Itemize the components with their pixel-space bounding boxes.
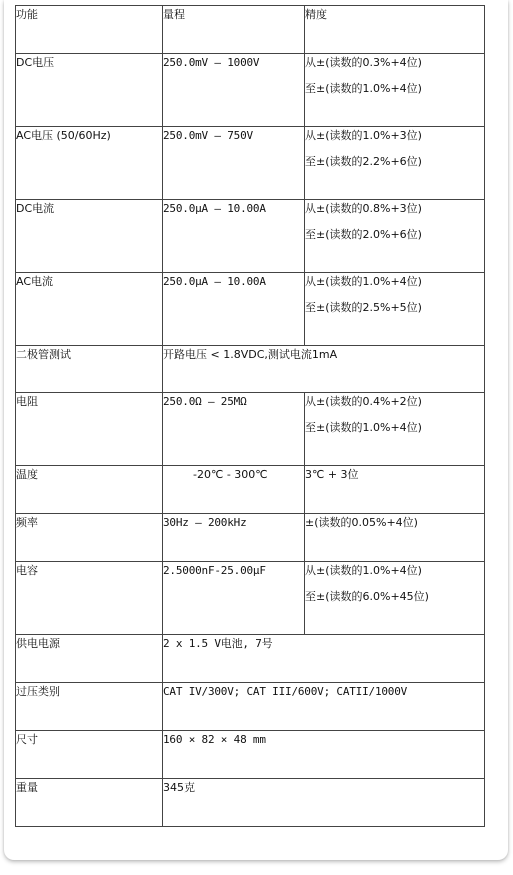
row-function: AC电流 xyxy=(16,273,163,346)
row-range: 250.0μA – 10.00A xyxy=(163,200,305,273)
row-range: 160 × 82 × 48 mm xyxy=(163,731,485,779)
accuracy-from: 从±(读数的1.0%+4位) xyxy=(305,564,422,577)
row-range: 345克 xyxy=(163,779,485,827)
table-row xyxy=(16,346,485,393)
spec-table xyxy=(15,5,485,827)
row-function: 重量 xyxy=(16,779,163,827)
row-range: 开路电压 < 1.8VDC,测试电流1mA xyxy=(163,346,485,393)
row-range: 250.0μA – 10.00A xyxy=(163,273,305,346)
table-row xyxy=(16,393,485,466)
table-row xyxy=(16,466,485,514)
accuracy-from: 从±(读数的1.0%+3位) xyxy=(305,129,422,142)
row-range: 2.5000nF-25.00μF xyxy=(163,562,305,635)
table-row xyxy=(16,127,485,200)
header-range: 量程 xyxy=(163,6,305,54)
row-accuracy xyxy=(305,54,485,127)
row-accuracy xyxy=(305,393,485,466)
table-row xyxy=(16,562,485,635)
row-range: 250.0Ω – 25MΩ xyxy=(163,393,305,466)
row-accuracy xyxy=(305,200,485,273)
accuracy-to: 至±(读数的6.0%+45位) xyxy=(305,590,429,603)
table-row xyxy=(16,635,485,683)
row-range xyxy=(163,466,305,514)
table-row xyxy=(16,779,485,827)
accuracy-to: 至±(读数的1.0%+4位) xyxy=(305,82,422,95)
table-row xyxy=(16,683,485,731)
row-accuracy xyxy=(305,127,485,200)
accuracy-from: 从±(读数的0.3%+4位) xyxy=(305,56,422,69)
row-function: DC电流 xyxy=(16,200,163,273)
accuracy-to: 至±(读数的1.0%+4位) xyxy=(305,421,422,434)
row-range: CAT IV/300V; CAT III/600V; CATII/1000V xyxy=(163,683,485,731)
row-function: 电容 xyxy=(16,562,163,635)
row-function: 频率 xyxy=(16,514,163,562)
table-row xyxy=(16,54,485,127)
table-row xyxy=(16,731,485,779)
table-row xyxy=(16,273,485,346)
row-range: 30Hz – 200kHz xyxy=(163,514,305,562)
row-function: 电阻 xyxy=(16,393,163,466)
row-function: 过压类别 xyxy=(16,683,163,731)
row-function: 尺寸 xyxy=(16,731,163,779)
accuracy-from: 从±(读数的1.0%+4位) xyxy=(305,275,422,288)
row-function: 供电电源 xyxy=(16,635,163,683)
accuracy-from: 从±(读数的0.8%+3位) xyxy=(305,202,422,215)
spec-panel xyxy=(4,0,508,860)
header-row xyxy=(16,6,485,54)
row-range: 250.0mV – 750V xyxy=(163,127,305,200)
table-row xyxy=(16,200,485,273)
row-range: 250.0mV – 1000V xyxy=(163,54,305,127)
header-function: 功能 xyxy=(16,6,163,54)
header-accuracy: 精度 xyxy=(305,6,485,54)
accuracy-from: 从±(读数的0.4%+2位) xyxy=(305,395,422,408)
accuracy-to: 至±(读数的2.0%+6位) xyxy=(305,228,422,241)
row-accuracy xyxy=(305,562,485,635)
row-accuracy: 3℃ + 3位 xyxy=(305,466,485,514)
row-range: 2 x 1.5 V电池, 7号 xyxy=(163,635,485,683)
accuracy-to: 至±(读数的2.5%+5位) xyxy=(305,301,422,314)
row-function: 温度 xyxy=(16,466,163,514)
row-function: 二极管测试 xyxy=(16,346,163,393)
row-function: AC电压 (50/60Hz) xyxy=(16,127,163,200)
row-function: DC电压 xyxy=(16,54,163,127)
accuracy-to: 至±(读数的2.2%+6位) xyxy=(305,155,422,168)
row-range-text: -20℃ - 300℃ xyxy=(193,468,268,481)
table-row xyxy=(16,514,485,562)
row-accuracy xyxy=(305,273,485,346)
row-accuracy: ±(读数的0.05%+4位) xyxy=(305,514,485,562)
